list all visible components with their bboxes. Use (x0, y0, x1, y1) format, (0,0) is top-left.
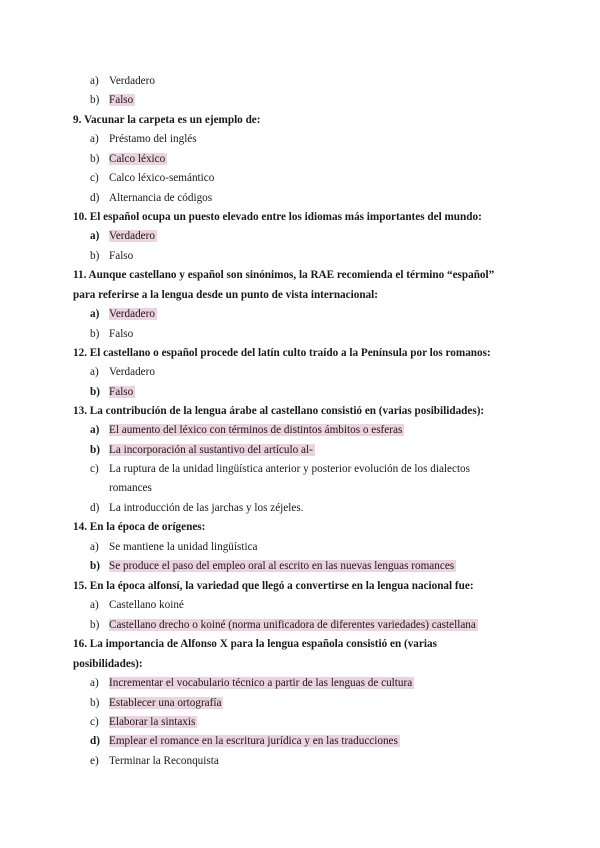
answer-option-letter: c) (90, 716, 99, 728)
answer-option-letter: b) (90, 94, 100, 106)
answer-option-highlighted (90, 228, 157, 244)
question-text: 9. Vacunar la carpeta es un ejemplo de: (73, 114, 261, 126)
answer-option-text: Verdadero (109, 230, 155, 242)
answer-option-continuation (90, 480, 154, 496)
answer-option (90, 753, 221, 769)
answer-option-highlighted (90, 714, 197, 730)
answer-option-letter: d) (90, 735, 100, 747)
answer-option-text: Elaborar la sintaxis (109, 716, 196, 728)
answer-option-highlighted (90, 695, 223, 711)
answer-option (90, 73, 157, 89)
answer-option-letter: a) (90, 230, 100, 242)
answer-option-letter: c) (90, 172, 99, 184)
answer-option-letter: b) (90, 153, 100, 165)
answer-option-text: Se mantiene la unidad lingüística (109, 541, 258, 553)
answer-option (90, 539, 260, 555)
answer-option (90, 364, 157, 380)
answer-option-highlighted (90, 151, 167, 167)
answer-option-letter: a) (90, 541, 99, 553)
answer-option-letter: a) (90, 133, 99, 145)
answer-option-text: Calco léxico (109, 153, 166, 165)
answer-option-text: Falso (109, 250, 134, 262)
answer-option-text: Préstamo del inglés (109, 133, 197, 145)
answer-option-letter: a) (90, 599, 99, 611)
answer-option-text: romances (109, 482, 152, 494)
answer-option-highlighted (90, 384, 135, 400)
answer-option-letter: b) (90, 444, 100, 456)
answer-option-letter: a) (90, 366, 99, 378)
question-text: 11. Aunque castellano y español son sinónimos, la RAE recomienda el término “español” (73, 269, 495, 281)
answer-option-text: La introducción de las jarchas y los zéjeles. (109, 502, 304, 514)
answer-option-highlighted (90, 442, 315, 458)
answer-option-letter: b) (90, 697, 100, 709)
answer-option-highlighted (90, 92, 135, 108)
answer-option (90, 326, 135, 342)
answer-option-letter: d) (90, 502, 100, 514)
answer-option (90, 131, 199, 147)
answer-option-letter: a) (90, 677, 99, 689)
answer-option-text: Verdadero (109, 366, 155, 378)
answer-option-highlighted (90, 558, 456, 574)
question-text: 13. La contribución de la lengua árabe al castellano consistió en (varias posibilidades): (73, 405, 485, 417)
answer-option-highlighted (90, 675, 414, 691)
answer-option-letter: a) (90, 308, 100, 320)
answer-option-highlighted (90, 422, 404, 438)
answer-option-text: Castellano koiné (109, 599, 184, 611)
answer-option-text: Falso (109, 328, 134, 340)
answer-option-highlighted (90, 733, 400, 749)
answer-option-text: Verdadero (109, 75, 155, 87)
answer-option-text: Alternancia de códigos (109, 192, 213, 204)
question-text: 12. El castellano o español procede del latín culto traído a la Península por los romanos: (73, 347, 491, 359)
answer-option-text: Se produce el paso del empleo oral al escrito en las nuevas lenguas romances (109, 560, 455, 572)
answer-option-letter: b) (90, 328, 100, 340)
answer-option-text: Establecer una ortografía (109, 697, 222, 709)
answer-option-text: Falso (109, 386, 134, 398)
answer-option-letter: a) (90, 75, 99, 87)
answer-option-text: La ruptura de la unidad lingüística anterior y posterior evolución de los dialectos (109, 463, 470, 475)
answer-option-highlighted (90, 306, 157, 322)
answer-option-letter: b) (90, 250, 100, 262)
answer-option-text: Calco léxico-semántico (109, 172, 215, 184)
question-text: para referirse a la lengua desde un punto de vista internacional: (73, 289, 378, 301)
answer-option-letter: d) (90, 192, 100, 204)
answer-option-letter: a) (90, 424, 100, 436)
answer-option-text: La incorporación al sustantivo del artículo al- (109, 444, 313, 456)
question-text: 16. La importancia de Alfonso X para la lengua española consistió en (varias (73, 638, 437, 650)
answer-option-letter: b) (90, 386, 100, 398)
answer-option-text: Castellano drecho o koiné (norma unificadora de diferentes variedades) castellana (109, 619, 476, 631)
answer-option-text: Verdadero (109, 308, 155, 320)
answer-option-text: Falso (109, 94, 134, 106)
answer-option-letter: c) (90, 463, 99, 475)
question-text: 14. En la época de orígenes: (73, 521, 206, 533)
answer-option (90, 500, 305, 516)
answer-option-letter: e) (90, 755, 99, 767)
answer-option (90, 461, 472, 477)
answer-option-text: Terminar la Reconquista (109, 755, 219, 767)
answer-option (90, 597, 186, 613)
answer-option-letter: b) (90, 619, 100, 631)
question-text: 10. El español ocupa un puesto elevado entre los idiomas más importantes del mundo: (73, 211, 482, 223)
answer-option-text: Emplear el romance en la escritura jurídica y en las traducciones (109, 735, 398, 747)
answer-option-letter: b) (90, 560, 100, 572)
answer-option-highlighted (90, 617, 478, 633)
question-text: 15. En la época alfonsí, la variedad que llegó a convertirse en la lengua nacional fue: (73, 580, 474, 592)
answer-option (90, 190, 214, 206)
answer-option (90, 248, 135, 264)
answer-option-text: Incrementar el vocabulario técnico a partir de las lenguas de cultura (109, 677, 413, 689)
answer-option-text: El aumento del léxico con términos de distintos ámbitos o esferas (109, 424, 403, 436)
answer-option (90, 170, 216, 186)
question-text: posibilidades): (73, 658, 143, 670)
